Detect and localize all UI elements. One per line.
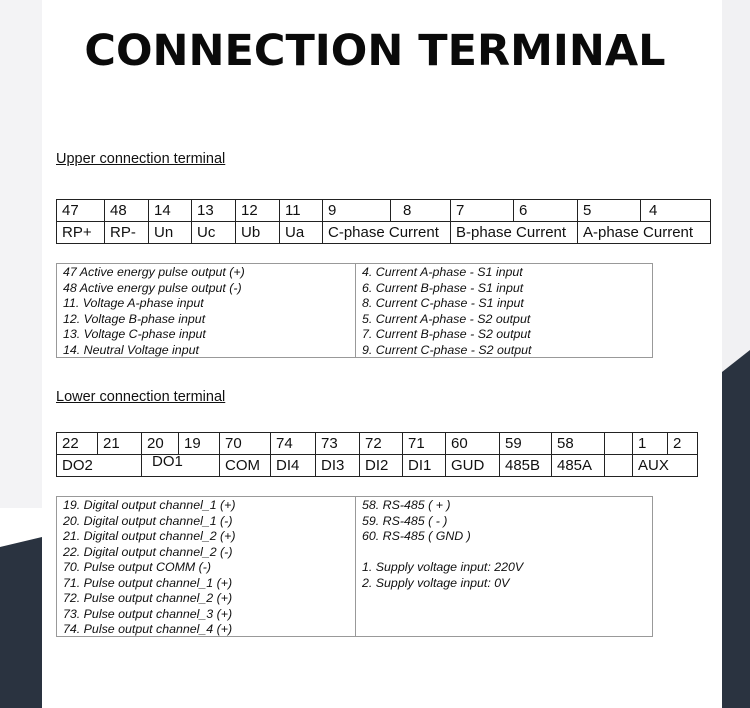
terminal-label: A-phase Current	[578, 222, 711, 244]
legend-item: 71. Pulse output channel_1 (+)	[63, 575, 233, 590]
terminal-number: 48	[105, 200, 149, 222]
terminal-number: 11	[280, 200, 323, 222]
legend-item: 6. Current B-phase - S1 input	[362, 280, 524, 295]
terminal-number: 58	[552, 433, 605, 455]
terminal-number: 72	[360, 433, 403, 455]
terminal-label: RP+	[57, 222, 105, 244]
terminal-number: 47	[57, 200, 105, 222]
legend-item: 21. Digital output channel_2 (+)	[63, 529, 236, 543]
legend-item: 12. Voltage B-phase input	[63, 311, 206, 326]
terminal-number: 73	[316, 433, 360, 455]
terminal-number: 7	[451, 200, 514, 222]
terminal-number: 5	[578, 200, 641, 222]
terminal-label: C-phase Current	[323, 222, 451, 244]
legend-item: 19. Digital output channel_1 (+)	[63, 498, 236, 512]
legend-item: 2. Supply voltage input: 0V	[362, 575, 510, 590]
legend-item: 4. Current A-phase - S1 input	[362, 265, 523, 279]
terminal-label: GUD	[446, 455, 500, 477]
terminal-number: 21	[98, 433, 142, 455]
legend-item: 9. Current C-phase - S2 output	[362, 342, 532, 357]
lower-terminal-labels-row	[57, 455, 698, 477]
terminal-number: 9	[323, 200, 391, 222]
terminal-number-empty	[605, 433, 633, 455]
legend-item: 72. Pulse output channel_2 (+)	[63, 591, 233, 605]
legend-item: 20. Digital output channel_1 (-)	[63, 513, 233, 528]
legend-item: 5. Current A-phase - S2 output	[362, 311, 531, 326]
legend-item: 59. RS-485 ( - )	[362, 513, 448, 528]
terminal-number: 19	[179, 433, 220, 455]
terminal-label: DI1	[403, 455, 446, 477]
terminal-label: 485B	[500, 455, 552, 477]
terminal-label: B-phase Current	[451, 222, 578, 244]
terminal-label: DI4	[271, 455, 316, 477]
terminal-number: 20	[142, 433, 179, 455]
terminal-label: DI2	[360, 455, 403, 477]
terminal-label: RP-	[105, 222, 149, 244]
legend-item: 7. Current B-phase - S2 output	[362, 327, 531, 341]
terminal-number: 4	[641, 200, 711, 222]
terminal-number: 12	[236, 200, 280, 222]
upper-terminal-labels-row	[57, 222, 711, 244]
upper-legend-left	[57, 264, 355, 357]
terminal-label: COM	[220, 455, 271, 477]
terminal-label: Ua	[280, 222, 323, 244]
upper-legend-right	[355, 264, 652, 357]
legend-item: 73. Pulse output channel_3 (+)	[63, 606, 233, 621]
lower-terminal-table	[56, 432, 698, 477]
legend-item: 8. Current C-phase - S1 input	[362, 296, 524, 310]
lower-legend-box	[56, 496, 653, 637]
upper-terminal-table	[56, 199, 711, 244]
background-left-panel	[0, 0, 42, 508]
terminal-number: 71	[403, 433, 446, 455]
lower-terminal-numbers-row	[57, 433, 698, 455]
upper-terminal-numbers-row	[57, 200, 711, 222]
legend-item: 11. Voltage A-phase input	[63, 296, 204, 310]
terminal-number: 1	[633, 433, 668, 455]
legend-item: 47 Active energy pulse output (+)	[63, 265, 245, 279]
upper-section-heading: Upper connection terminal	[56, 151, 226, 167]
terminal-number: 6	[514, 200, 578, 222]
lower-legend-left	[57, 497, 355, 636]
legend-item: 13. Voltage C-phase input	[63, 327, 206, 341]
lower-section-heading: Lower connection terminal	[56, 389, 226, 405]
terminal-label: Uc	[192, 222, 236, 244]
legend-item: 70. Pulse output COMM (-)	[63, 560, 212, 574]
terminal-number: 14	[149, 200, 192, 222]
legend-spacer	[356, 545, 652, 561]
terminal-label: AUX	[633, 455, 698, 477]
page-title: CONNECTION TERMINAL	[84, 26, 666, 76]
terminal-number: 22	[57, 433, 98, 455]
terminal-number: 2	[668, 433, 698, 455]
terminal-label: DI3	[316, 455, 360, 477]
terminal-number: 13	[192, 200, 236, 222]
terminal-label: 485A	[552, 455, 605, 477]
terminal-label: Un	[149, 222, 192, 244]
legend-item: 74. Pulse output channel_4 (+)	[63, 622, 233, 636]
terminal-number: 59	[500, 433, 552, 455]
terminal-label: DO2	[57, 455, 142, 477]
legend-item: 22. Digital output channel_2 (-)	[63, 544, 233, 559]
terminal-number: 74	[271, 433, 316, 455]
legend-item: 60. RS-485 ( GND )	[362, 529, 471, 543]
legend-item: 1. Supply voltage input: 220V	[362, 560, 524, 574]
lower-legend-right	[355, 497, 652, 636]
terminal-number: 8	[391, 200, 451, 222]
terminal-number: 70	[220, 433, 271, 455]
legend-item: 48 Active energy pulse output (-)	[63, 280, 242, 295]
terminal-label-empty	[605, 455, 633, 477]
terminal-label: DO1	[142, 455, 220, 477]
upper-legend-box	[56, 263, 653, 358]
terminal-number: 60	[446, 433, 500, 455]
legend-item: 58. RS-485 ( + )	[362, 498, 451, 512]
terminal-label: Ub	[236, 222, 280, 244]
legend-item: 14. Neutral Voltage input	[63, 342, 199, 357]
